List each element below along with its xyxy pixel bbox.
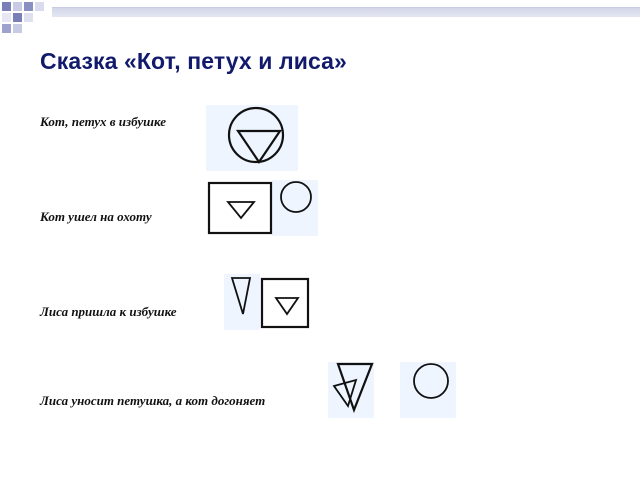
scheme-background: [328, 362, 374, 418]
decor-square: [35, 2, 44, 11]
slide-title: Сказка «Кот, петух и лиса»: [40, 48, 347, 74]
decor-square: [13, 2, 22, 11]
square-shape: [209, 183, 271, 233]
decor-square: [13, 13, 22, 22]
scene-caption-4: Лиса уносит петушка, а кот догоняет: [40, 393, 266, 408]
decor-square: [2, 24, 11, 33]
scene-caption-2: Кот ушел на охоту: [40, 209, 152, 224]
triangle-shape: [228, 202, 254, 218]
decor-square: [2, 13, 11, 22]
top-rule: [52, 7, 640, 17]
decor-square: [2, 2, 11, 11]
scheme-cat-rooster-in-hut: [206, 105, 298, 171]
scheme-background: [400, 362, 456, 418]
scheme-fox-carries-rooster: [328, 360, 456, 418]
triangle-shape: [276, 298, 298, 314]
decor-square: [24, 13, 33, 22]
scheme-cat-went-hunting: [206, 180, 318, 236]
corner-decoration: [0, 0, 52, 40]
scheme-background: [224, 274, 260, 330]
decor-square: [13, 24, 22, 33]
square-shape: [262, 279, 308, 327]
scene-caption-3: Лиса пришла к избушке: [40, 304, 177, 319]
decor-square: [24, 2, 33, 11]
scheme-fox-came-to-hut: [224, 274, 310, 330]
scene-caption-1: Кот, петух в избушке: [40, 114, 166, 129]
scheme-background: [272, 180, 318, 236]
